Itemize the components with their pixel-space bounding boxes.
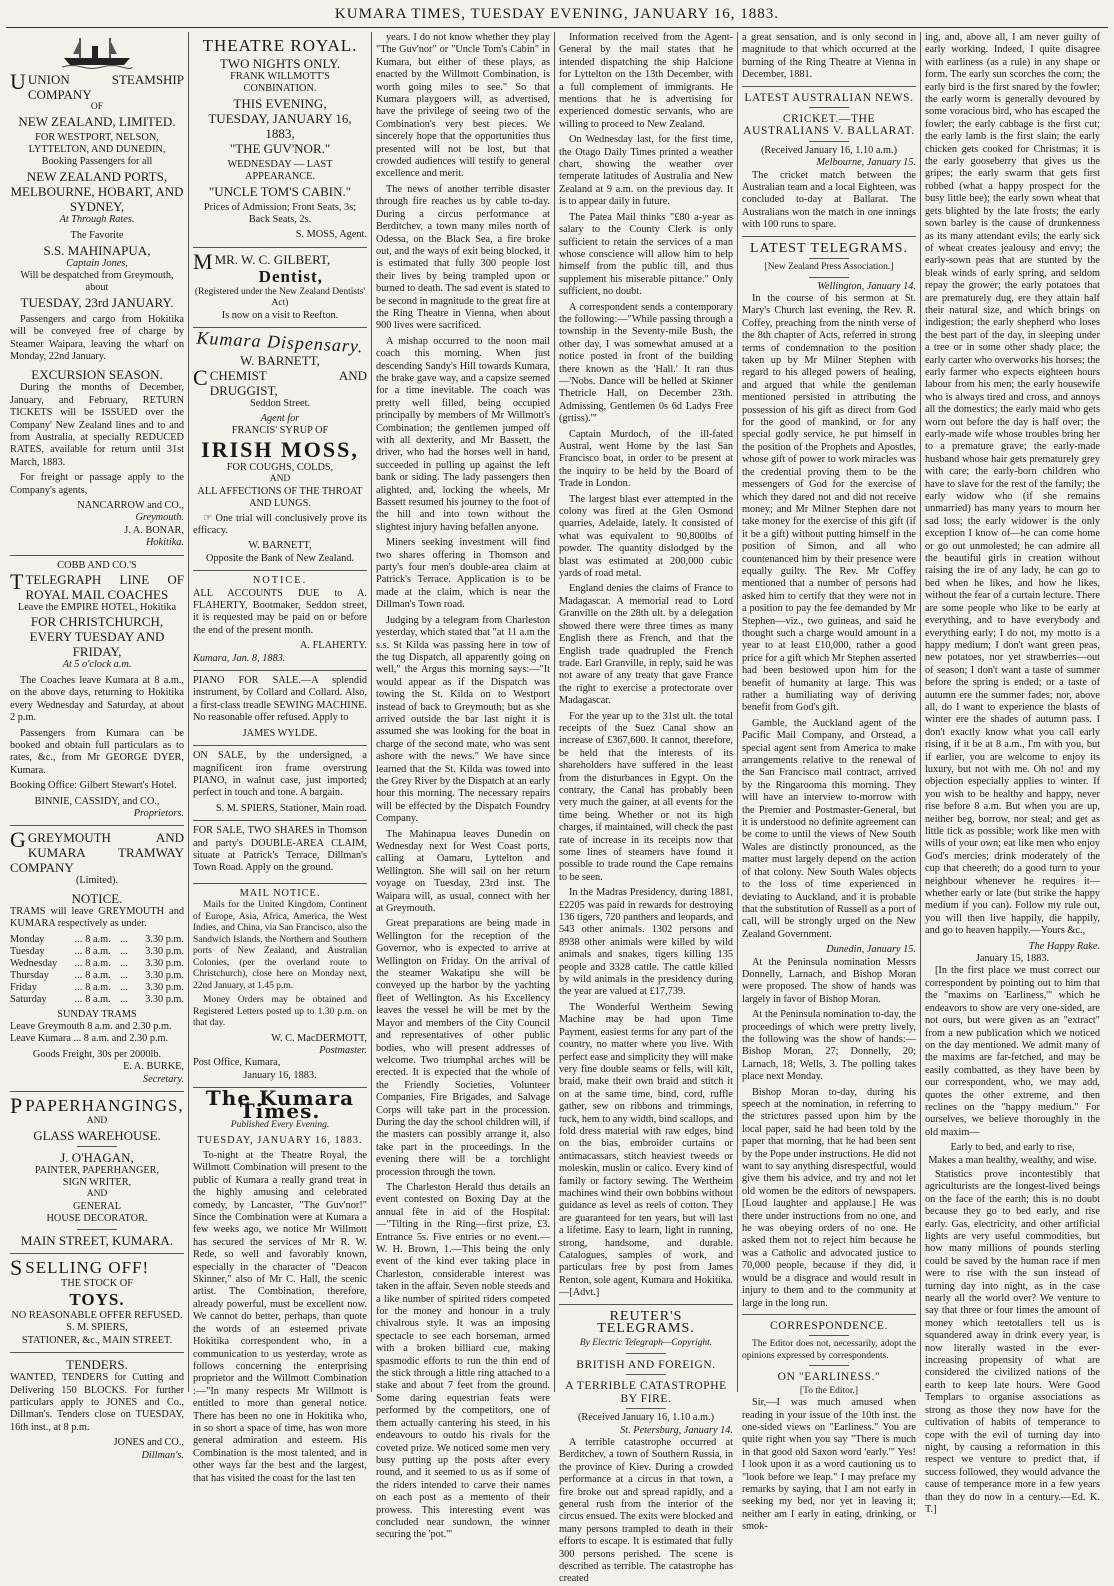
trial-note: One trial will conclusively prove its efficacy.: [193, 512, 367, 536]
telegram-paragraph: Bishop Moran to-day, during his speech at the nomination, in referring to the strictures passed upon him by the local paper, said he had been told by the paper that morning, that he had been sent by the Pope under instructions. He did not want to say anything disrespectful, would give them his advice, and try and not let old women be the editors of newspapers. [Loud laughter and applause.] He was there under instructions from no one, and he was obeying orders of no one. He asked them not to reject him because he was a Catholic and advocated justice to 70,000 people, because if they did, it would be a disgrace and would result in injury to them and to the community at large in the long run.: [742, 1086, 916, 1309]
barnett-name: W. BARNETT,: [240, 352, 320, 368]
news-paragraph: Judging by a telegram from Charleston yesterday, which stated that "at 11 a.m the s.s. St Kilda was passing here in tow of the tug Dispatch, all apparently going on well," the Argus this morning says:—"It would appear as if the Dispatch was towing the St. Kilda on to Westport instead of back to Greymouth; but as she arrived outside the bar last night it is assumed she was looking for the boat in charge of the second mate, who was sent ashore with the news." We have since learned that the St. Kilda was towed into the Grey River by the Dispatch at an early hour this morning. The necessary repairs will be effected by the Dispatch Foundry Company.: [376, 614, 550, 825]
tram-am: 8 a.m.: [85, 945, 111, 957]
dispensary-ad: Kumara Dispensary. W. BARNETT, CCHEMIST AND DRUGGIST, Seddon Street. Agent for FRANCIS' SYRUP OF IRISH MOSS, FOR COUGHS, COLDS, AND ALL AFFECTIONS OF THE THROAT AND LUNGS. ☞ One trial will conclusively prove its efficacy. W. BARNETT, Opposite the Bank of New Zealand.: [193, 328, 367, 571]
news-paragraph: Captain Murdoch, of the ill-fated Austral, went Home by the last San Francisco boat, in order to be present at the inquiry to be held by the Board of Trade in London.: [559, 428, 733, 490]
telegram-paragraph: In the course of his sermon at St. Mary's Church last evening, the Rev. R. Coffey, preaching from the ninth verse of the 8th chapter of Acts, referred in strong terms of condemnation to the position taken up by Mr Milner Stephen with regard to his alleged powers of healing, and argued that while the gentleman mentioned persisted in attributing the possession of his gift as direct from God for the good of mankind, or for any special godly service, he put himself in the position of the Prophets and Apostles, whose gift of power to work miracles was the credential proving them to be the messengers of God for the exercise of which they dared not and did not receive money; and Mr Milner Stephen dare not take money for the exercise of this gift (if it be a gift) without putting himself in the position of Simon, and all who countenanced him by their presence were equally guilty. The Rev. Mr Coffey mentioned that a number of persons had asked him to certify that they were not in a position to pay the fee demanded by Mr Stephen—viz., two guineas, and said he thought such a charge would amount in a year to at least £10,000, rather a good price for a gift which Mr Stephen asserted had been bestowed upon him for the benefit of humanity at large. This was rather a humiliating way of deriving benefit from God's gift.: [742, 293, 916, 714]
tram-dots: ...: [120, 993, 128, 1005]
news-paragraph: A correspondent sends a contemporary the following:—"While passing through a township in the Seventy-mile Bush, the other day, I was somewhat amused at a notice posted in front of the building there known as the 'Hall.' It ran thus—'Nobs. Dance will be helled at Skinner Thetricle Hall, on December 23th. Admissing, Gentlemen 0s 6d Ladys Free (grtiss).'": [559, 301, 733, 425]
passengers-note: Passengers and cargo from Hokitika will be conveyed free of charge by Steamer Waipara, leaving the wharf on Monday, 22nd January.: [10, 313, 184, 362]
dentist-ad: MMR. W. C. GILBERT, Dentist, (Registered under the New Zealand Dentists' Act) Is now on a visit to Reefton.: [193, 248, 367, 328]
tram-timetable: [10, 934, 184, 1006]
onsale-body: ON SALE, by the undersigned, a magnificent iron frame overstrung PIANO, in walnut case, just imported; perfect in touch and tone. A bargain.: [193, 750, 367, 799]
cobb-body: The Coaches leave Kumara at 8 a.m., on the above days, returning to Hokitika every Wednesday and Saturday, at about 2 p.m.: [10, 674, 184, 724]
news-paragraph: The Patea Mail thinks "£80 a-year as salary to the County Clerk is only sufficient to retain the services of a man whose conscience will allow him to help himself from the public till, and thus supplement his miserable pittance." Only sufficient, no doubt.: [559, 211, 733, 298]
ohagan-address: MAIN STREET, KUMARA.: [20, 1232, 174, 1248]
news-paragraph: A mishap occurred to the noon mail coach this morning. When just descending Sandy's Hill towards Kumara, the brake gave way, and a capsize seemed for a time inevitable. The coach was pretty well filled, being occupied principally by members of Mr Willmott's Combination; the gentlemen jumped off with all dexterity, and Mr Bassett, the driver, who had the horses well in hand, succeeded in pulling up against the left bank or siding. The lady passengers then alighted, and, locking the wheels, Mr Bassett resumed his journey to the foot of the hill and into town without the slightest injury having befallen anyone.: [376, 335, 550, 533]
tram-notice: NOTICE.: [71, 890, 123, 906]
reuters-body: A terrible catastrophe occurred at Berditchev, a town of Southern Russia, in the province of Kiev. During a crowded performance at a circus in that town, a fire broke out and spread rapidly, and a general rush from the interior of the circus ensued. The exits were blocked and many persons trampled to death in their efforts to escape. It is estimated that fully 300 persons perished. The scene is described as terrible. The catastrophe has created: [559, 1436, 733, 1585]
tenders-sign: JONES and CO.,: [113, 1437, 184, 1449]
tram-dots: ...: [120, 957, 128, 969]
on-sale-ad: [193, 746, 367, 821]
telegram-paragraph: At the Peninsula nomination Messrs Donnelly, Larnach, and Bishop Moran were proposed. The show of hands was largely in favor of Bishop Moran.: [742, 956, 916, 1005]
correspondence-heading: CORRESPONDENCE.: [770, 1319, 888, 1332]
tram-row: [10, 970, 184, 982]
tram-sunday: SUNDAY TRAMS: [57, 1008, 137, 1020]
tram-row: [10, 982, 184, 994]
theatre-date: TUESDAY, JANUARY 16, 1883,: [208, 110, 352, 141]
press-association: [New Zealand Press Association.]: [764, 262, 894, 273]
spiers-name: S. M. SPIERS,: [66, 1322, 128, 1334]
tram-dots: ...: [74, 957, 83, 969]
barnett-opposite: Opposite the Bank of New Zealand.: [205, 552, 355, 564]
cobb-time: At 5 o'clock a.m.: [62, 659, 132, 671]
agent-for: Agent for: [260, 413, 300, 425]
news-paragraph: years. I do not know whether they play "The Guv'nor" or "Uncle Tom's Cabin" in Kumara, but either of these plays, as enacted by the Willmott Combination, is worth going miles to see." So that Kumara playgoers will, as advertised, have the privilege of seeing two of the Combination's very best pieces. We sincerely hope that the opportunities thus presented will not be lost, but that crowded audiences will testify to general excellence and merit.: [376, 32, 550, 180]
news-paragraph: Information received from the Agent-General by the mail states that he intended dispatching the ship Halcione for Lyttelton on the 13th December, with a full complement of immigrants. He mentions that he is advertising for experienced domestic servants, who are willing to proceed to New Zealand.: [559, 32, 733, 130]
ohagan-name: J. O'HAGAN,: [60, 1149, 134, 1165]
cobb-office: Booking Office: Gilbert Stewart's Hotel.: [10, 780, 177, 792]
tram-am: 8 a.m.: [85, 957, 111, 969]
mail-notice: [193, 884, 367, 1089]
trade-4: HOUSE DECORATOR.: [46, 1213, 148, 1225]
column-3: [372, 32, 555, 1541]
flaherty-notice: [193, 571, 367, 671]
tram-am: 8 a.m.: [85, 993, 111, 1005]
dentist-title: Dentist,: [258, 266, 323, 286]
tram-pm: 3.30 p.m.: [145, 945, 184, 957]
editor-reply-2: Statistics prove incontestibly that agriculturists are the longest-lived beings on the face of the earth; this is no doubt because they go to bed early, and rise early. Gas, electricity, and other artificial lights are very useful commodities, but how many millions of pounds sterling could be saved by the human race if men were to rise with the sun instead of turning day into night, as in the case nearly all the world over? We venture to say that three or four times the amount of money which teetotallers tell us is squandered away in drink every year, is now literally wasted in the ever-increasing propensity of what are considered the civilized nations of the earth to keep late hours. Were Good Templars to organise associations as strong as those they now have for the cultivation of habits of temperance to cope with the evil of turning day into night, by causing a reformation in this respect we venture to predict that, if success followed, they would advance the cause of temperance more in a few years than they do now in a century.—Ed. K. T.]: [925, 1168, 1100, 1515]
of-label: OF: [90, 102, 104, 112]
barnett-address: Seddon Street.: [249, 397, 311, 409]
news-paragraph: The Wonderful Wertheim Sewing Machine may be had upon Time Payment, easiest terms for any part of the country, no matter where you live. With perfect ease and simplicity they will make very fine double seams or fells, will kilt, braid, make their own braid and stitch it on at the same time, bind, cord, ruffle gather, sew on ribbons and trimmings, tuck, hem to any width, bind scallops, and fold dress material with raw edges, bind on the bias, embroider curtains or antimacassars, stitch heaviest tweeds or moleskin, muslin or calico. Every kind of family or factory sewing. The Wertheim machines wind their own bobbins without guidance as level as reels of cotton. They are guaranteed for ten years, but will last a lifetime. Easy to learn, light in running, strong, handsome, and durable. Catalogues, samples of work, and particulars free by post from James Renton, sole agent, Kumara and Hokitika.—[Advt.]: [559, 1001, 733, 1299]
published-every-evening: Published Every Evening.: [230, 1120, 330, 1131]
theatre-evening: THIS EVENING,: [233, 95, 327, 111]
tram-ltd: (Limited).: [75, 875, 119, 887]
freight-note: For freight or passage apply to the Company's agents,: [10, 472, 184, 496]
columns: [6, 32, 1108, 1585]
trade-and: AND: [86, 1189, 108, 1200]
notice-sign: A. FLAHERTY.: [300, 640, 367, 652]
despatch: Will be despatched from Greymouth, about: [20, 269, 174, 294]
cobb-title: COBB AND CO.'S: [57, 559, 137, 571]
shares-body: FOR SALE, TWO SHARES in Thomson and party's DOUBLE-AREA CLAIM, situate at Patrick's Terrace, Dillman's Town Road. Apply on the ground.: [193, 825, 367, 874]
theatre-company: FRANK WILLMOTT'S CONBINATION.: [230, 71, 330, 95]
theatre-title: THEATRE ROYAL.: [202, 36, 358, 55]
tram-sunday-greymouth: Leave Greymouth 8 a.m. and 2.30 p.m.: [10, 1020, 172, 1032]
mail-body: Mails for the United Kingdom, Continent of Europe, Asia, Africa, America, the West Indies, and China, via San Francisco, also the Sandwich Islands, the Northern and Southern ports of New Zealand, and Australian Colonies, (per the overland route to Christchurch), close here on Monday next, 22nd January, at 1.45 p.m.: [193, 900, 367, 991]
stock-of: THE STOCK OF: [61, 1277, 133, 1289]
mail-date: January 16, 1883.: [243, 1069, 317, 1081]
dispensary-title: Kumara Dispensary.: [196, 327, 364, 357]
company-country: NEW ZEALAND, LIMITED.: [18, 113, 176, 129]
notice-body: ALL ACCOUNTS DUE to A. FLAHERTY, Bootmaker, Seddon street, it is requested may be paid on or before the end of the present month.: [193, 587, 367, 636]
throat-lungs: ALL AFFECTIONS OF THE THROAT AND LUNGS.: [197, 485, 363, 510]
news-paragraph: In the Madras Presidency, during 1881, £2205 was paid in rewards for destroying 136 tigers, 720 panthers and leopards, and 543 other animals. 1302 persons and 8938 other animals were killed by wild animals and snakes, tigers killing 135 people and 3328 cattle. The cattle killed by wild animals in the presidency during the year are valued at £17,739.: [559, 887, 733, 998]
theatre-agent: S. MOSS, Agent.: [295, 229, 367, 241]
tram-pm: 3.30 p.m.: [145, 933, 184, 945]
play-1: "THE GUV'NOR.": [229, 140, 331, 156]
cricket-heading: CRICKET.—THE AUSTRALIANS V. BALLARAT.: [743, 113, 915, 138]
dentist-name: MR. W. C. GILBERT,: [214, 251, 331, 267]
spiers-address: STATIONER, &c., MAIN STREET.: [21, 1334, 173, 1346]
tram-secretary-label: Secretary.: [142, 1073, 184, 1085]
postmaster-label: Postmaster.: [319, 1045, 367, 1057]
tram-dots: ...: [74, 993, 83, 1005]
postmaster-name: W. C. MacDERMOTT,: [271, 1032, 367, 1044]
glass-warehouse: GLASS WAREHOUSE.: [33, 1127, 161, 1143]
theatre-nights: TWO NIGHTS ONLY.: [219, 56, 341, 71]
theatre-wednesday: WEDNESDAY — LAST APPEARANCE.: [227, 158, 333, 183]
tram-dots: ...: [74, 945, 83, 957]
cobb-leave: Leave the EMPIRE HOTEL, Hokitika: [17, 602, 177, 614]
onsale-sign: S. M. SPIERS, Stationer, Main road.: [215, 802, 367, 814]
earliness-heading: ON "EARLINESS.": [777, 1371, 881, 1384]
reuters-title: REUTER'S TELEGRAMS.: [597, 1308, 695, 1337]
excursion-heading: EXCURSION SEASON.: [31, 367, 163, 383]
tram-pm: 3.30 p.m.: [145, 993, 184, 1005]
steamship-ad: UUNION STEAMSHIP COMPANY OF NEW ZEALAND, LIMITED. FOR WESTPORT, NELSON, LYTTELTON, AND DUNEDIN, Booking Passengers for all NEW ZEALAND PORTS, MELBOURNE, HOBART, AND SYDNEY, At Through Rates. The Favorite S.S. MAHINAPUA, Captain Jones, Will be despatched from Greymouth, about TUESDAY, 23rd JANUARY. Passengers and cargo from Hokitika will be conveyed free of charge by Steamer Waipara, leaving the wharf on Monday, 22nd January. EXCURSION SEASON. During the months of December, January, and February, RETURN TICKETS will be ISSUED over the Company' New Zealand lines and to and from Australia, at specially REDUCED RATES, available for return until 31st March, 1883. For freight or passage apply to the Company's agents, NANCARROW and CO., Greymouth. J. A. BONAR, Hokitika.: [10, 32, 184, 556]
tram-day: Friday: [10, 981, 37, 993]
news-paragraph: Great preparations are being made in Wellington for the reception of the Governor, who is expected to arrive at Wellington on Friday. On the arrival of the steamer Wakatipu she will be conveyed up the harbor by the yachting fleet of Wellington. As his Excellency leaves the vessel he will be met by the Mayor and members of the City Council and representatives of other public bodies, who will present addresses of welcome. Two triumphal arches will be erected. It is expected that the whole of the Friendly Societies, Volunteer Companies, Fire Brigades, and Salvage Corps will take part in the procession. During the day the school children will, if the masters can possibly arrange it, also take part in the proceedings. In the evening there will be a torchlight procession through the town.: [376, 918, 550, 1178]
toys-ad: S SELLING OFF! THE STOCK OF TOYS. NO REASONABLE OFFER REFUSED. S. M. SPIERS, STATIONER, &c., MAIN STREET.: [10, 1254, 184, 1354]
tram-title: GREYMOUTH AND KUMARA TRAMWAY COMPANY: [10, 830, 184, 876]
notice-date: Kumara, Jan. 8, 1883.: [193, 652, 286, 664]
tram-day: Wednesday: [10, 957, 58, 969]
cobb-proprietors-label: Proprietors.: [133, 807, 184, 819]
british-foreign: BRITISH AND FOREIGN.: [576, 1358, 716, 1371]
tram-row: [10, 934, 184, 946]
route: FOR WESTPORT, NELSON, LYTTELTON, AND DUNEDIN,: [28, 131, 166, 155]
tram-am: 8 a.m.: [85, 933, 111, 945]
notice-title: NOTICE.: [252, 575, 308, 587]
steamship-icon: [62, 36, 132, 70]
syrup-of: FRANCIS' SYRUP OF: [231, 425, 329, 437]
tram-pm: 3.30 p.m.: [145, 981, 184, 993]
mail-body-2: Money Orders may be obtained and Registered Letters posted up to 1.30 p.m. on that day.: [193, 995, 367, 1029]
tram-day: Monday: [10, 933, 45, 945]
column-5: [738, 32, 921, 1533]
column-6: [921, 32, 1104, 1515]
theatre-editorial: To-night at the Theatre Royal, the Willmott Combination will present to the public of Kumara a really grand treat in the highly amusing and celebrated comedy, by Lancaster, "The Guv'nor!" Since the Combination were at Kumara a few weeks ago, we notice Mr Willmott has secured the services of Mr R. W. Rede, so well and favorably known, especially in the character of "Deacon Skinner," also of Mr C. Hall, the scenic artist. The Combination, therefore, already powerful, must be excellent now. We cannot do better, perhaps, than quote the words of an esteemed private Hokitika correspondent who, in a communication to us yesterday, wrote as follows concerning the enterprising proprietor and the Willmott Combination :—"In many respects Mr Willmott is entitled to more than general notice. There has been no one in Hokitika who, in so short a space of time, has won more general admiration and esteem. His Combination is the most talented, and in other ways far the best and the largest, that has visited the coast for the last ten: [193, 1150, 367, 1484]
vessel-name: S.S. MAHINAPUA,: [43, 242, 151, 258]
letter-signature: The Happy Rake.: [1028, 940, 1100, 952]
editorial-date: TUESDAY, JANUARY 16, 1883.: [197, 1134, 363, 1146]
cobb-body-2: Passengers from Kumara can be booked and obtain full particulars as to rates, &c., from Mr GEORGE DYER, Kumara.: [10, 727, 184, 776]
tramway-ad: GGREYMOUTH AND KUMARA TRAMWAY COMPANY (Limited). NOTICE. TRAMS will leave GREYMOUTH and KUMARA respectively as under. Monday ... 8 a.m. ... 3.30 p.m. Tuesday ... 8 a.m. ... 3.30 p.m. Wednesday ... 8 a.m. ... 3.30 p.m. Thursday ... 8 a.m. ... 3.30 p.m. Friday ... 8 a.m. ... 3.30 p.m. Saturday ... 8 a.m. ... 3.30 p.m. SUNDAY TRAMS Leave Greymouth 8 a.m. and 2.30 p.m. Leave Kumara ... 8 a.m. and 2.30 p.m. Goods Freight, 30s per 2000lb. E. A. BURKE, Secretary.: [10, 826, 184, 1092]
ports: NEW ZEALAND PORTS, MELBOURNE, HOBART, AND SYDNEY,: [10, 168, 184, 214]
tram-secretary: E. A. BURKE,: [123, 1061, 184, 1073]
column-1: [6, 32, 189, 1461]
tram-day: Tuesday: [10, 945, 45, 957]
wellington-dateline: Wellington, January 14.: [817, 280, 916, 292]
letter-continued: ing, and, above all, I am never guilty of early working. Indeed, I quite disagree with earliness (as a rule) in any shape or form. The early sun scorches the corn; the early bird is the first snared by the fowler; the early worm is generally devoured by some voracious bird, who has escaped the fowler; the early cabbage is the first cut; the early lamb is the first slain; the early chicken gets cooked for Christmas; it is the early gooseberry that gives us the gripes; the early swarm that gets first robbed (what a happy prospect for the busy little bee); the early sown wheat that gets blighted by the late frosts; the early sown barley is the cause of drunkenness as its many attendant evils; the early sick of wheat creates jealousy and envy; the early-sown peas that are stunted by the bleak winds of early spring, and seldom repay the grower; the early potatoes that are prematurely dug, ere they attain half their natural size, and which brings on indigestion; the early shepherd who loses the best part of the day, in sleeping under a tree or in some other shady place; the early carter who overworks his horses; the early farmer who expects eighteen hours labour from his men; the early housewife who is always tired and cross, and annoys all the domestics; the early maid who gets worn out before the day is half over; the early-made wife whose troubles bring her to a premature grave; the early-made husband whose hair gets prematurely grey with care; the early-born children who have to slave for the rest of the family; the early widow who (if she remains unmarried) has many years to mourn her sad loss; the early widower is the only exception I know of—he can come home or go out unmolested; he can admire all the beautiful girls in creation without raising the ire of any lady, he can go to bed when he likes, and how he likes, without the fear of a curtain lecture. There are some people who like to be early at everything, and to have everybody and everything early; I do not, my motto is a happy medium; I don't want green peas, new potatoes, nor yet strawberries—out of season; I don't want a taste of summer before the spring is ended; or a taste of autumn ere the summer fades; nor, above all, do I want to experience the blasts of winter ere the shades of autumn pass. I don't exactly know what you call early rising, if it be at 8 a.m., I'm with you, but if earlier, you are welcome to enjoy its luxury, but not with me. Oh no! and my objection especially applies to winter. If you wish to be healthy and happy, never rise before 8 a.m. But when you are up, neither beg, borrow, nor steal; and get as little tick as possible; work like men with wills of your own; eat like men who enjoy God's mercies; drink moderately of the cup that cheereth; do a good turn to your neighbour whenever he requires it—whether early or late (but strike the happy medium if you can). Follow my rule out, you will then live happily, die happily, and go to heaven happily.—Yours &c.,: [925, 32, 1100, 937]
barnett-trade: CHEMIST AND DRUGGIST,: [209, 367, 367, 398]
tram-pm: 3.30 p.m.: [145, 969, 184, 981]
cricket-body: The cricket match between the Australian team and a local Eighteen, was concluded to-day at Ballarat. The Australians won the match in one innings with 100 runs to spare.: [742, 169, 916, 231]
column-4: [555, 32, 738, 1585]
australian-news-heading: LATEST AUSTRALIAN NEWS.: [744, 91, 914, 104]
shares-ad: [193, 821, 367, 884]
pointing-hand-icon: ☞: [203, 512, 216, 524]
telegram-paragraph: At the Peninsula nomination to-day, the proceedings of which were pretty lively, the following was the show of hands:—Bishop Moran, 27; Donnelly, 20; Larnach, 18; Wells, 3. The polling takes place next Monday.: [742, 1009, 916, 1083]
tram-row: [10, 994, 184, 1006]
telegram-paragraph: Gamble, the Auckland agent of the Pacific Mail Company, and Orstead, a special agent sent from America to make arrangements relative to the renewal of the San Francisco mail contract, arrived by the Ringarooma this morning. They will have an interview to-morrow with the Premier and Postmaster-General, but it is understood no definite agreement can be come to until the views of New South Wales are distinctly pronounced, as the matter must largely depend on the action of that colony. New South Wales objects to the loss of time experienced in deviating to Auckland, and it is probable that the substitution of Russell as a port of call, will be strongly urged on the New Zealand Government.: [742, 717, 916, 940]
play-2: "UNCLE TOM'S CABIN.": [208, 183, 352, 199]
cricket-place: Melbourne, January 15.: [816, 157, 916, 169]
cobb-days: EVERY TUESDAY AND FRIDAY,: [29, 629, 165, 660]
letter-start: Sir,—I was much amused when reading in your issue of the 10th inst. the one-sided views on "Earliness." You are quite right when you say "There is much in that good old Saxon word 'early.'" Yes! I look upon it as a word cautioning us to "look before we leap." I may preface my remarks by saying, that I am not early in seeking my bed, nor yet in leaving it; neither am I early in eating, drinking, or smok-: [742, 1397, 916, 1533]
theatre-prices: Prices of Admission; Front Seats, 3s; Back Seats, 2s.: [203, 201, 357, 226]
tenders-ad: [10, 1353, 184, 1467]
maxim-line-1: Early to bed, and early to rise,: [950, 1142, 1075, 1154]
news-paragraph: The largest blast ever attempted in the colony was fired at the Glen Osmond quarries, Adelaide, lately. It consisted of what was equivalent to 90,800lbs of powder. The quantity dislodged by the blast was estimated at 200,000 cubic yards of road metal.: [559, 493, 733, 580]
tram-row: [10, 946, 184, 958]
dunedin-dateline: Dunedin, January 15.: [826, 944, 916, 956]
editor-note: The Editor does not, necessarily, adopt the opinions expressed by correspondents.: [742, 1339, 916, 1361]
to-editor: [To the Editor.]: [799, 1385, 859, 1396]
barnett-sign: W. BARNETT,: [248, 540, 312, 552]
column-2: [189, 32, 372, 1484]
tram-sunday-kumara: Leave Kumara ... 8 a.m. and 2.30 p.m.: [10, 1033, 169, 1045]
sail-date: TUESDAY, 23rd JANUARY.: [20, 294, 174, 310]
dentist-registration: (Registered under the New Zealand Dentists' Act): [194, 286, 366, 309]
tram-dots: ...: [74, 933, 83, 945]
news-paragraph: On Wednesday last, for the first time, the Otago Daily Times printed a weather chart, showing the weather over temperate latitudes of Australia and New Zealand at 9 a.m. on the previous day. It is to appear daily in future.: [559, 134, 733, 208]
news-paragraph: The Mahinapua leaves Dunedin on Wednesday next for West Coast ports, calling at Oamaru, Lyttelton and Wellington. She will sail on her return voyage on Tuesday, 23rd inst. The Waipara will, as usual, connect with her at Greymouth.: [376, 828, 550, 915]
company-name: UNION STEAMSHIP COMPANY: [27, 72, 184, 102]
catastrophe-heading: A TERRIBLE CATASTROPHE BY FIRE.: [565, 1380, 727, 1405]
cobb-line: TELEGRAPH LINE OF ROYAL MAIL COACHES: [25, 572, 184, 603]
tenders-sign-place: Dillman's.: [141, 1449, 184, 1461]
masthead: KUMARA TIMES, TUESDAY EVENING, JANUARY 16, 1883.: [6, 4, 1108, 28]
reuters-continued: a great sensation, and is only second in magnitude to that which occurred at the burning of the Ring Theatre at Vienna in December, 1881.: [742, 32, 916, 81]
paper-and: AND: [86, 1116, 108, 1126]
mail-title: MAIL NOTICE.: [239, 887, 321, 899]
tram-intro: TRAMS will leave GREYMOUTH and KUMARA respectively as under.: [10, 905, 184, 930]
cricket-received: (Received January 16, 1.10 a.m.): [760, 144, 898, 156]
irish-moss: IRISH MOSS,: [201, 436, 359, 462]
tram-am: 8 a.m.: [85, 969, 111, 981]
maxim-line-2: Makes a man healthy, wealthy, and wise.: [928, 1154, 1097, 1166]
tenders-title: TENDERS.: [66, 1357, 128, 1373]
toys: TOYS.: [69, 1290, 125, 1310]
latest-telegrams-heading: LATEST TELEGRAMS.: [749, 240, 909, 256]
reuters-byline: By Electric Telegraph—Copyright.: [579, 1338, 713, 1349]
piano-body: PIANO FOR SALE.—A splendid instrument, by Collard and Collard. Also, a first-class treadle SEWING MACHINE. No reasonable offer refused. Apply to: [193, 675, 367, 724]
tram-am: 8 a.m.: [85, 981, 111, 993]
for-coughs: FOR COUGHS, COLDS,: [226, 461, 334, 473]
news-paragraph: The news of another terrible disaster through fire reaches us by cable to-day. During a circus performance at Berditchev, a town many miles north of Odessa, on the Black Sea, a fire broke out, and the ways of exit being blocked, it is estimated that fully 300 people lost their lives by being trampled upon or burned to death. The sad event is stated to be second in magnitude to the great fire at the Ring Theatre in Vienna, when about 900 lives were sacrificed.: [376, 183, 550, 332]
tram-pm: 3.30 p.m.: [145, 957, 184, 969]
tenders-body: WANTED, TENDERS for Cutting and Delivering 150 BLOCKS. For further particulars apply to JONES and Co., Dillman's. Tenders close on TUESDAY, 16th inst., at 8 p.m.: [10, 1372, 184, 1433]
dentist-visit: Is now on a visit to Reefton.: [221, 309, 339, 321]
paperhangings-ad: P PAPERHANGINGS, AND GLASS WAREHOUSE. J. O'HAGAN, PAINTER, PAPERHANGER, SIGN WRITER, AND GENERAL HOUSE DECORATOR. MAIN STREET, KUMARA.: [10, 1092, 184, 1254]
booking: Booking Passengers for all: [41, 156, 153, 168]
trade-2: SIGN WRITER,: [62, 1176, 132, 1188]
tram-row: [10, 958, 184, 970]
tram-dots: ...: [120, 933, 128, 945]
rates: At Through Rates.: [59, 213, 135, 225]
trade-1: PAINTER, PAPERHANGER,: [34, 1164, 160, 1176]
kumara-times-editorial: [193, 1088, 367, 1485]
tram-dots: ...: [120, 981, 128, 993]
agent-2: J. A. BONAR,: [124, 524, 184, 536]
tram-dots: ...: [74, 981, 83, 993]
news-paragraph: Miners seeking investment will find two shares offering in Thomson and party's four men's double-area claim at Patrick's Terrace. Application is to be made at the claim, which is near the Dillman's Town road.: [376, 537, 550, 611]
agent-2-place: Hokitika.: [145, 537, 184, 549]
piano-sign: JAMES WYLDE.: [242, 727, 318, 739]
cobb-destination: FOR CHRISTCHURCH,: [30, 614, 164, 630]
tram-dots: ...: [120, 969, 128, 981]
tram-day: Saturday: [10, 993, 47, 1005]
piano-ad: [193, 671, 367, 746]
editor-reply: [In the first place we must correct our correspondent by pointing out to him that the "maxims on 'Earliness,'" which he endeavors to show are very one-sided, are not ours, but were given as an "extract" from a new publication which we noticed on the day mentioned. We admit many of the maxims are far-fetched, and may be easily combatted, as they have been by our correspondent, who, we may add, quotes the other extreme, and then reclines on the "happy medium." For ourselves, we believe thoroughly in the old maxim—: [925, 965, 1100, 1138]
newspaper-title: The Kumara Times.: [205, 1086, 355, 1123]
theatre-ad: [193, 32, 367, 248]
cobb-coach-ad: COBB AND CO.'S TTELEGRAPH LINE OF ROYAL MAIL COACHES Leave the EMPIRE HOTEL, Hokitika FOR CHRISTCHURCH, EVERY TUESDAY AND FRIDAY, At 5 o'clock a.m. The Coaches leave Kumara at 8 a.m., on the above days, returning to Hokitika every Wednesday and Saturday, at about 2 p.m. Passengers from Kumara can be booked and obtain full particulars as to rates, &c., from Mr GEORGE DYER, Kumara. Booking Office: Gilbert Stewart's Hotel. BINNIE, CASSIDY, and CO., Proprietors.: [10, 556, 184, 827]
favorite: The Favorite: [70, 230, 124, 242]
dispensary-and: AND: [269, 474, 291, 485]
tram-day: Thursday: [10, 969, 49, 981]
news-paragraph: For the year up to the 31st ult. the total receipts of the Suez Canal show an increase of £367,600. It cannot, therefore, be held that the interests of its shareholders have suffered in the least from the disturbances in Egypt. On the contrary, the Canal has probably been very much the gainer, at all events for the time being. Whether or not its high charges, if maintained, will check the past rate of increase in its receipts now that some lines of steamers have found it possible to trade round the Cape remains to be seen.: [559, 710, 733, 883]
paperhangings-title: PAPERHANGINGS,: [25, 1096, 184, 1115]
reuters-received: (Received January 16, 1.10 a.m.): [577, 1412, 715, 1424]
reuters-place: St. Petersburg, January 14.: [620, 1424, 733, 1436]
no-offer-refused: NO REASONABLE OFFER REFUSED.: [11, 1310, 183, 1322]
captain: Captain Jones,: [66, 257, 128, 269]
news-paragraph: England denies the claims of France to Madagascar. A memorial read to Lord Granville on the 28th ult. by a delegation showed there were three times as many English there as French, and that the English trade quadrupled the French trade. Earl Granville, in reply, said he was not aware of any treaty that gave France the right to exercise a protectorate over Madagascar.: [559, 583, 733, 707]
post-office: Post Office, Kumara,: [193, 1057, 281, 1069]
news-paragraph: The Charleston Herald thus details an event contested on Boxing Day at the annual fête in aid of the Hospital:—"Tilting in the Ring—first prize, £3. Entrance 5s. Five entries or no event.—W. H. Brown, 1.—This being the only event of the kind ever taking place in Charleston, considerable interest was taken in the affair. Seven noble steeds and a like number of spirited riders competed for the money and honour in a truly chivalrous style. It was an imposing spectacle to see each horseman, armed with a broken billiard cue, making spasmodic efforts to run the thin end of the stick through a little ring attached to a stake and about 7 feet from the ground. Some daring equestrian feats were performed by the competitors, one of them actually cantering his steed, in his endeavours to outdo his rivals for the coveted prize. We noticed some men very busy putting up the posts after every round, and it seemed to us as if some of the riders intended to carve their names on each post as a memento of their prowess. This interesting event was concluded near sundown, the winner securing the 'pot.'": [376, 1181, 550, 1541]
cobb-proprietors: BINNIE, CASSIDY, and CO.,: [34, 795, 160, 807]
excursion-text: During the months of December, January, and February, RETURN TICKETS will be ISSUED over the Company' New Zealand lines and to and from Australia, at specially REDUCED RATES, available for return until 31st March, 1883.: [10, 382, 184, 468]
agent-1: NANCARROW and CO.,: [77, 500, 184, 512]
tram-dots: ...: [120, 945, 128, 957]
tram-goods: Goods Freight, 30s per 2000lb.: [32, 1048, 162, 1060]
selling-off: SELLING OFF!: [25, 1257, 150, 1277]
letter-date: January 15, 1883.: [975, 953, 1050, 965]
agent-1-place: Greymouth.: [135, 512, 184, 524]
tram-dots: ...: [74, 969, 83, 981]
trade-3: GENERAL: [72, 1200, 122, 1212]
